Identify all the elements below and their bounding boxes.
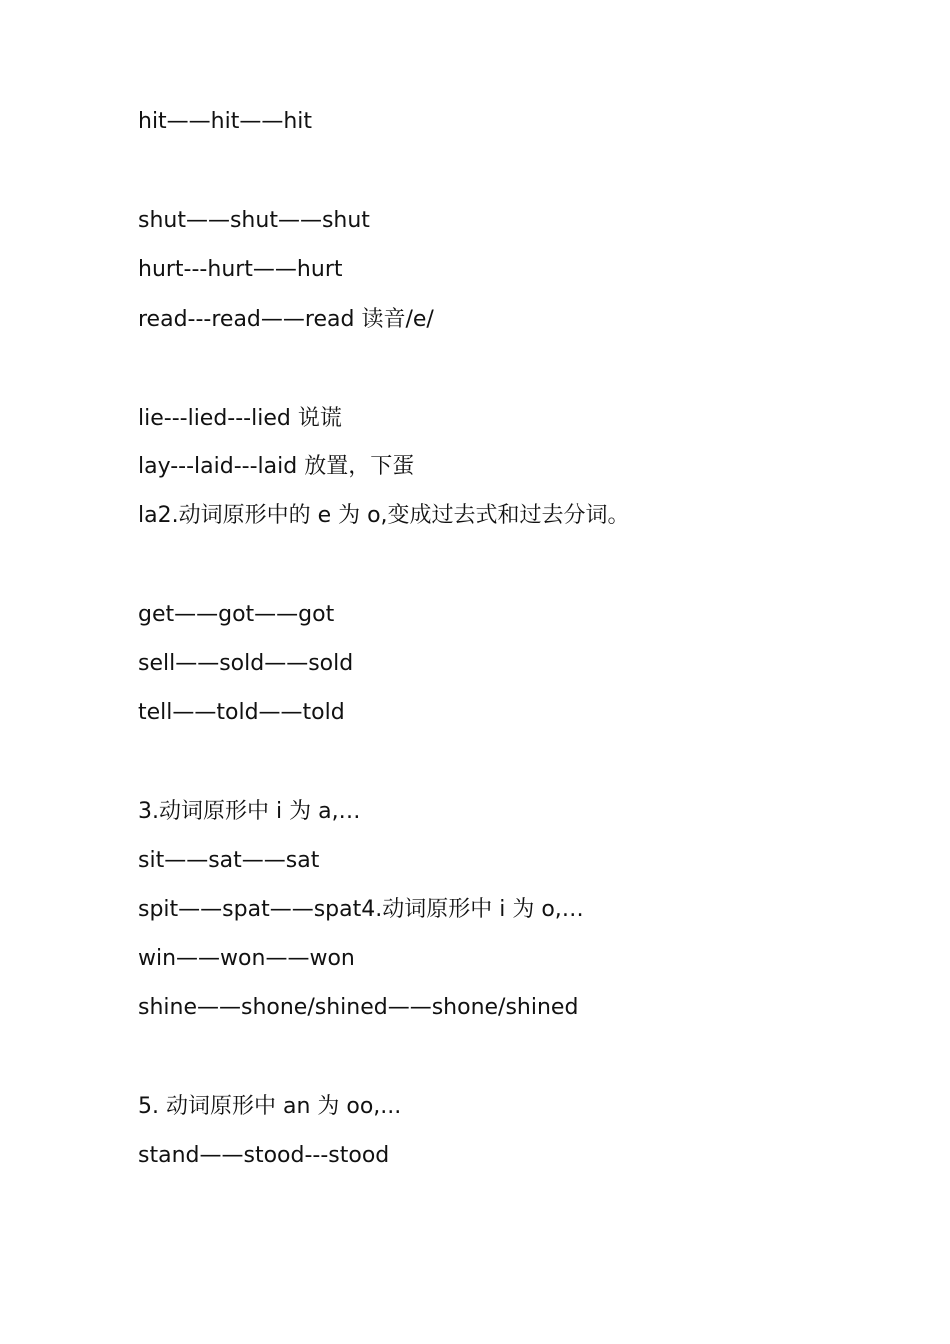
section-heading: la2.动词原形中的 e 为 o,变成过去式和过去分词。 <box>138 503 630 528</box>
text-line: lay---laid---laid 放置，下蛋 <box>138 454 415 479</box>
text-line: hurt---hurt——hurt <box>138 257 343 282</box>
text-line: tell——told——told <box>138 700 345 725</box>
text-line: get——got——got <box>138 602 335 627</box>
section-heading: 5. 动词原形中 an 为 oo,... <box>138 1094 402 1119</box>
text-line: lie---lied---lied 说谎 <box>138 406 342 431</box>
text-line: sit——sat——sat <box>138 848 320 873</box>
text-line: hit——hit——hit <box>138 109 313 134</box>
text-line: sell——sold——sold <box>138 651 354 676</box>
section-heading: 3.动词原形中 i 为 a,… <box>138 799 361 824</box>
text-line: spit——spat——spat4.动词原形中 i 为 o,… <box>138 897 584 922</box>
text-line: read---read——read 读音/e/ <box>138 307 434 332</box>
text-line: shine——shone/shined——shone/shined <box>138 995 579 1020</box>
text-line: shut——shut——shut <box>138 208 370 233</box>
text-line: win——won——won <box>138 946 355 971</box>
text-line: stand——stood---stood <box>138 1143 390 1168</box>
